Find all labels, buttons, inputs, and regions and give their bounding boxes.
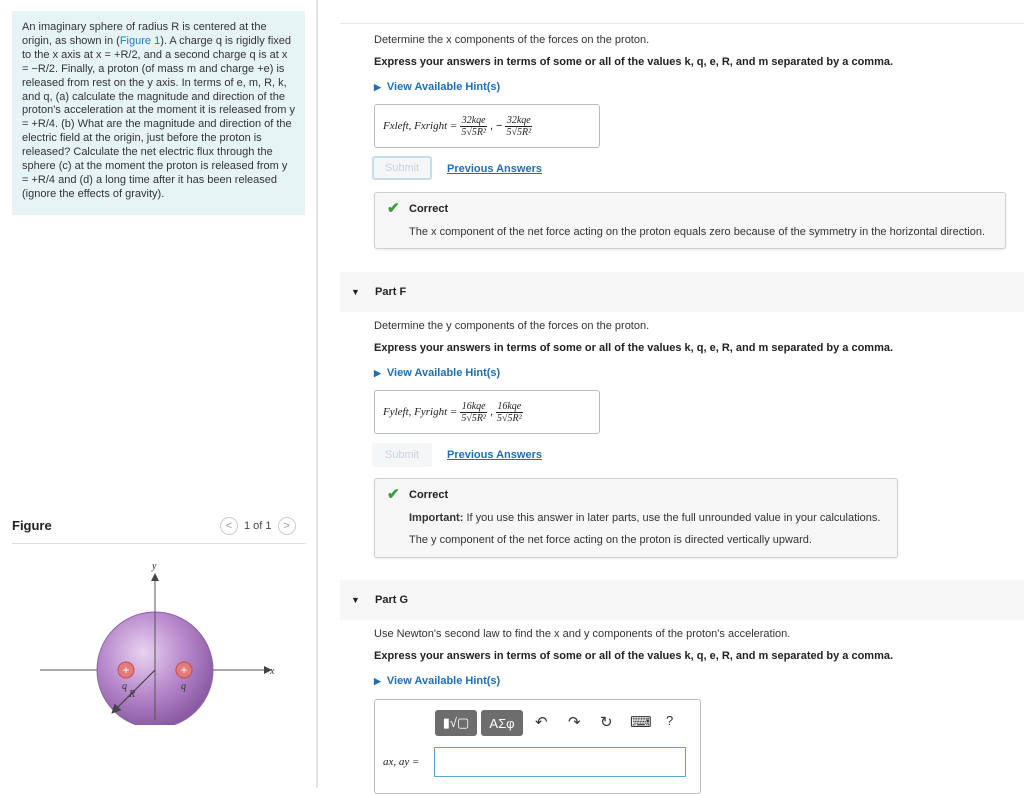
collapse-triangle-icon: ▼ xyxy=(351,595,360,605)
part-g-input-label: ax, ay = xyxy=(383,756,420,768)
part-f-important-label: Important: xyxy=(409,512,464,524)
part-e-answer-fraction-2: $\frac{\text{32kqe}}{\text{5√5R²}}$ xyxy=(506,114,532,138)
part-e-feedback-text: The x component of the net force acting on the proton equals zero because of the symmetry in the horizontal direction. xyxy=(409,226,985,238)
part-g-answer-input[interactable] xyxy=(434,747,686,777)
part-f-important-note xyxy=(409,512,880,524)
part-e-express: Express your answers in terms of some or all of the values k, q, e, R, and m separated by a comma. xyxy=(374,56,894,68)
x-axis-label: x xyxy=(270,666,275,677)
part-f-answer-separator: , xyxy=(489,406,493,418)
templates-button[interactable]: ▮√▢ xyxy=(435,710,477,736)
radius-label: R xyxy=(129,689,136,700)
problem-statement xyxy=(12,11,305,215)
part-f-express: Express your answers in terms of some or all of the values k, q, e, R, and m separated by a comma. xyxy=(374,342,894,354)
checkmark-icon: ✔ xyxy=(387,200,400,217)
part-e-instruction: Determine the x components of the forces on the proton. xyxy=(374,34,650,46)
top-divider xyxy=(340,23,1024,24)
reset-icon[interactable]: ↻ xyxy=(600,714,613,731)
part-f-header[interactable] xyxy=(340,272,1024,312)
part-g-express: Express your answers in terms of some or all of the values k, q, e, R, and m separated by a comma. xyxy=(374,650,894,662)
figure-pager xyxy=(220,517,296,535)
figure-prev-button[interactable]: < xyxy=(220,517,238,535)
part-e-previous-answers-link[interactable]: Previous Answers xyxy=(447,163,542,175)
help-icon[interactable]: ? xyxy=(666,713,674,728)
symbols-button[interactable]: ΑΣφ xyxy=(481,710,523,736)
part-f-answer-label: Fyleft, Fyright = xyxy=(383,406,458,418)
redo-icon[interactable]: ↷ xyxy=(568,714,581,731)
part-f-feedback-text: The y component of the net force acting on the proton is directed vertically upward. xyxy=(409,534,812,546)
figure-divider xyxy=(12,543,306,544)
part-f-label: Part F xyxy=(375,286,407,298)
part-g-instruction: Use Newton's second law to find the x and y components of the proton's acceleration. xyxy=(374,628,791,640)
part-e-answer-fraction-1: $\frac{\text{32kqe}}{\text{5√5R²}}$ xyxy=(461,114,486,138)
figure-next-button[interactable]: > xyxy=(278,517,296,535)
part-f-correct-title: Correct xyxy=(409,489,449,501)
part-f-important-text: If you use this answer in later parts, use the full unrounded value in your calculations. xyxy=(463,512,881,524)
part-g-header[interactable] xyxy=(340,580,1024,620)
part-g-hint-link[interactable] xyxy=(374,675,500,687)
hint-triangle-icon: ▶ xyxy=(374,676,381,686)
part-e-correct-title: Correct xyxy=(409,203,449,215)
part-f-answer-box xyxy=(374,390,600,434)
part-f-hint-link[interactable] xyxy=(374,367,500,379)
problem-text-end: ). A charge q is rigidly fixed to the x axis at x = +R/2, and a second charge q is at x = −R/2. Finally, a proton (of mass m and charge +e) is released from rest on the y axis. In terms of e, m, R, k, and q, (a) calculate the magnitude and direction of the proton's acceleration at the moment it is released from y = +R/4. (b) What are the magnitude and direction of the electric field at the origin, just before the proton is released? Calculate the net electric flux through the sphere (c) at the moment the proton is released from y = +R/4 and (d) a long time after it has been released (ignore the effects of gravity). xyxy=(22,34,295,200)
hint-triangle-icon: ▶ xyxy=(374,82,381,92)
figure-page-count: 1 of 1 xyxy=(244,520,272,532)
part-g-hint-label: View Available Hint(s) xyxy=(386,675,501,687)
part-g-label: Part G xyxy=(375,594,409,606)
keyboard-icon[interactable]: ⌨ xyxy=(630,714,652,731)
part-f-hint-label: View Available Hint(s) xyxy=(386,367,501,379)
part-g-answer-editor xyxy=(374,699,701,794)
part-f-answer-fraction-2: $\frac{\text{16kqe}}{\text{5√5R²}}$ xyxy=(497,400,522,424)
checkmark-icon: ✔ xyxy=(387,486,400,503)
part-f-submit-button[interactable]: Submit xyxy=(372,443,432,467)
part-f-answer-fraction-1: $\frac{\text{16kqe}}{\text{5√5R²}}$ xyxy=(461,400,486,424)
part-f-correct-feedback xyxy=(374,478,898,558)
charge-right-label: q xyxy=(181,681,186,692)
problem-text-start: An imaginary sphere of radius R is centered at the origin, as shown in ( xyxy=(22,21,267,47)
part-f-instruction: Determine the y components of the forces on the proton. xyxy=(374,320,650,332)
figure-heading: Figure xyxy=(12,518,52,533)
charge-right-sign: + xyxy=(180,663,188,677)
part-e-answer-box xyxy=(374,104,600,148)
charge-left-label: q xyxy=(122,681,127,692)
y-axis-label: y xyxy=(152,561,157,572)
part-e-correct-feedback xyxy=(374,192,1006,249)
charge-left-sign: + xyxy=(122,663,130,677)
part-e-hint-label: View Available Hint(s) xyxy=(386,81,501,93)
collapse-triangle-icon: ▼ xyxy=(351,287,360,297)
figure-link[interactable]: Figure 1 xyxy=(119,34,161,47)
part-e-answer-label: Fxleft, Fxright = xyxy=(383,120,458,132)
part-e-hint-link[interactable] xyxy=(374,81,500,93)
undo-icon[interactable]: ↶ xyxy=(535,714,548,731)
part-f-previous-answers-link[interactable]: Previous Answers xyxy=(447,449,542,461)
part-e-answer-separator: , − xyxy=(489,120,503,132)
sphere-figure xyxy=(12,555,302,725)
column-divider xyxy=(316,0,318,788)
hint-triangle-icon: ▶ xyxy=(374,368,381,378)
part-e-submit-button[interactable]: Submit xyxy=(372,156,432,180)
